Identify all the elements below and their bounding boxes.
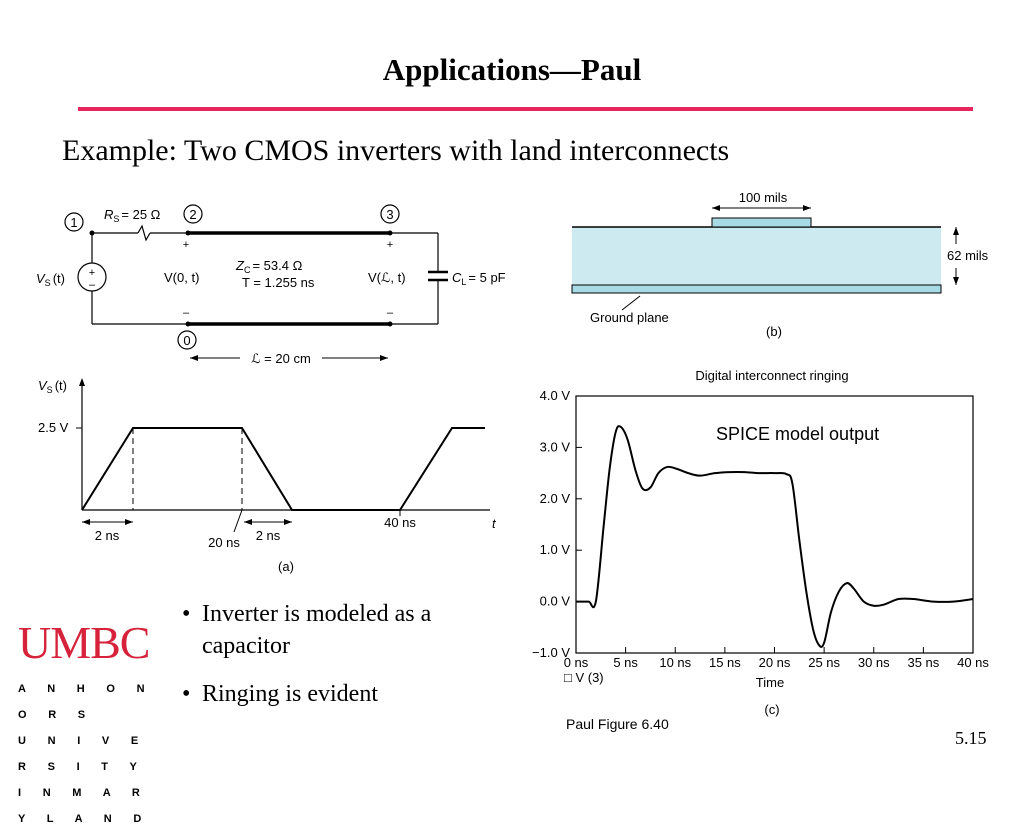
svg-text:–: – (386, 307, 394, 319)
source-waveform (30, 370, 510, 580)
bullet-item: • Inverter is modeled as a capacitor (182, 601, 432, 659)
circuit-diagram (36, 200, 540, 370)
node-2-label: 2 (189, 207, 197, 222)
umbc-logo: UMBC A N H O N O R S U N I V E R S I T Y I N M A R Y L A N D (18, 620, 168, 832)
ground-plane (572, 285, 941, 293)
x-tick-label: 5 ns (613, 655, 638, 670)
level-label: 2.5 V (38, 420, 69, 435)
svg-text:+: + (88, 267, 96, 279)
node-0-label: 0 (183, 333, 191, 348)
x-tick-label: 30 ns (857, 655, 890, 670)
zc-label: $Z_C = 53.4$ Ω (236, 258, 303, 275)
x-tick-label: 0 ns (563, 655, 589, 670)
node-1-label: 1 (70, 215, 78, 230)
bullet-list (180, 598, 480, 726)
pcb-cross-section (560, 186, 1010, 346)
resistor-rs (138, 226, 150, 240)
x-tick-label: 20 ns (758, 655, 791, 670)
vs-label: $V_S$ (t) (36, 271, 65, 288)
x-axis-ticks (564, 647, 990, 670)
spice-ringing-chart (520, 362, 1000, 722)
x-tick-label: 10 ns (659, 655, 692, 670)
substrate (572, 227, 941, 285)
chart-title: Digital interconnect ringing (695, 368, 849, 383)
figure-a-tag: (a) (278, 559, 294, 574)
ground-plane-label: Ground plane (590, 310, 669, 325)
vs-axis-label: $V_S$ (t) (38, 378, 67, 395)
y-tick-label: 1.0 V (539, 542, 570, 558)
trace-width-label: 100 mils (738, 190, 788, 205)
figure-b-tag: (b) (766, 324, 782, 339)
delay-label: T = 1.255 ns (242, 275, 315, 290)
cl-label: $C_L = 5$ pF (452, 270, 506, 287)
svg-text:–: – (182, 307, 190, 319)
thickness-label: 62 mils (947, 248, 989, 263)
figure-c-tag: (c) (764, 702, 780, 717)
trapezoid-pulse (82, 428, 485, 510)
v0-label: V(0, t) (164, 270, 200, 285)
node-3-label: 3 (386, 207, 394, 222)
y-tick-label: 2.0 V (539, 490, 570, 506)
svg-text:–: – (88, 279, 96, 291)
y-tick-label: 4.0 V (539, 388, 570, 403)
length-label: ℒ = 20 cm (251, 351, 311, 366)
fall-time-label: 2 ns (255, 528, 281, 543)
t40-label: 40 ns (384, 515, 416, 530)
slide-subtitle: Example: Two CMOS inverters with land interconnects (62, 134, 730, 167)
time-axis-label: t (492, 516, 496, 531)
v3-series-line (576, 426, 973, 647)
y-tick-label: 3.0 V (539, 439, 570, 455)
vl-label: V(ℒ, t) (368, 270, 406, 285)
bullet-item: • Ringing is evident (182, 681, 378, 707)
y-tick-label: 0.0 V (539, 593, 570, 609)
y-tick-label: −1.0 V (532, 645, 570, 660)
x-axis-label: Time (755, 675, 785, 690)
svg-text:+: + (386, 239, 394, 251)
x-tick-label: 15 ns (708, 655, 741, 670)
rs-label: $R_S = 25$ Ω (104, 207, 161, 224)
rise-time-label: 2 ns (94, 528, 120, 543)
x-tick-label: 25 ns (808, 655, 841, 670)
svg-text:+: + (182, 239, 190, 251)
y-axis-ticks (532, 388, 582, 660)
x-tick-label: 40 ns (957, 655, 989, 670)
x-tick-label: 35 ns (907, 655, 940, 670)
slide-title: Applications—Paul (382, 52, 642, 87)
title-underline (78, 107, 973, 111)
legend-entry: □ V (3) (564, 670, 604, 685)
t20-label: 20 ns (208, 535, 240, 550)
spice-annotation: SPICE model output (716, 424, 880, 444)
figure-caption: Paul Figure 6.40 (566, 716, 669, 732)
umbc-wordmark: UMBC (18, 617, 150, 668)
page-number: 5.15 (955, 728, 987, 748)
signal-trace (712, 218, 811, 227)
